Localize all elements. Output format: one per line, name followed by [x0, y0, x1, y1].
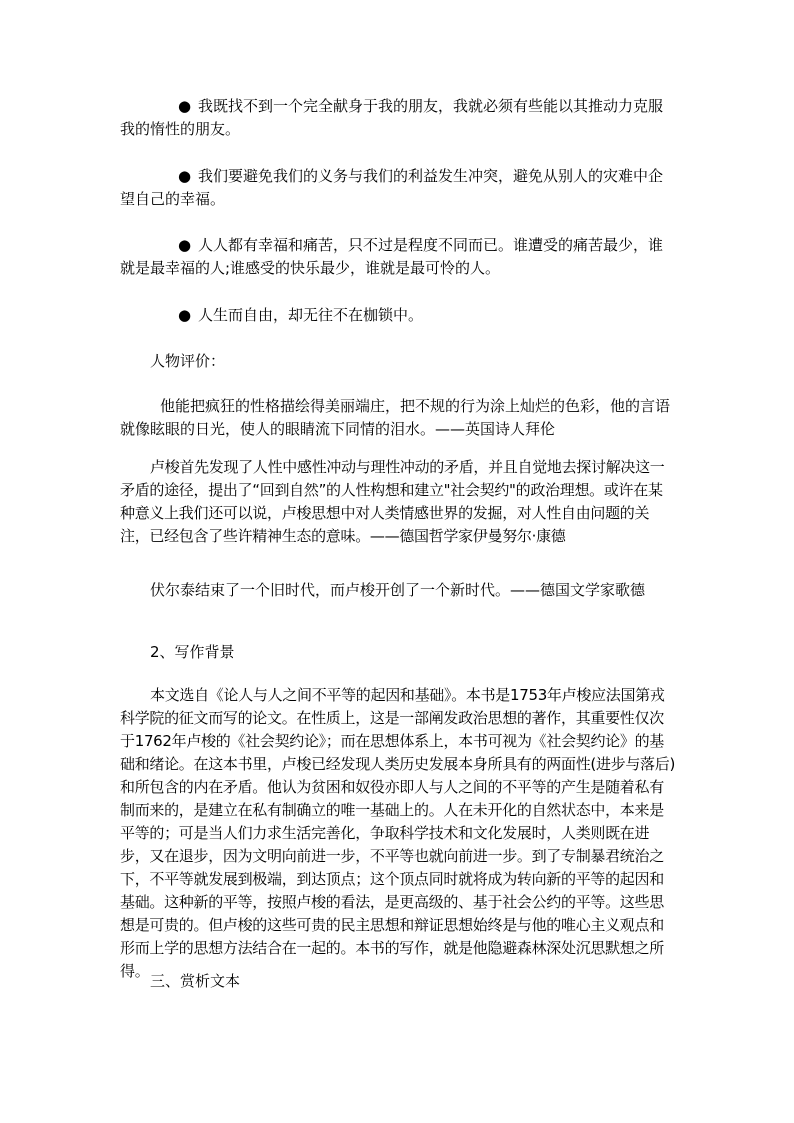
background-heading: 2、写作背景: [150, 643, 235, 661]
bullet-icon: ●: [178, 236, 192, 254]
section-three-heading: 三、赏析文本: [150, 972, 241, 990]
bullet-item: [120, 234, 676, 280]
background-paragraph: 本文选自《论人与人之间不平等的起因和基础》。本书是1753年卢梭应法国第戎科学院的征文而写的论文。在性质上，这是一部阐发政治思想的著作，其重要性仅次于1762年卢梭的《社会契约论》；而在思想体系上，本书可视为《社会契约论》的基础和绪论。在这本书里，卢梭已经发现人类历史发展本身所具有的两面性(进步与落后)和所包含的内在矛盾。他认为贫困和奴役亦即人与人之间的不平等的产生是随着私有制而来的，是建立在私有制确立的唯一基础上的。人在未开化的自然状态中，本来是平等的；可是当人们力求生活完善化，争取科学技术和文化发展时，人类则既在进步，又在退步，因为文明向前进一步，不平等也就向前进一步。到了专制暴君统治之下，不平等就发展到极端，到达顶点；这个顶点同时就将成为转向新的平等的起因和基础。这种新的平等，按照卢梭的看法，是更高级的、基于社会公约的平等。这些思想是可贵的。但卢梭的这些可贵的民主思想和辩证思想始终是与他的唯心主义观点和形而上学的思想方法结合在一起的。本书的写作，就是他隐避森林深处沉思默想之所得。: [120, 686, 676, 980]
bullet-text: 人人都有幸福和痛苦，只不过是程度不同而已。谁遭受的痛苦最少，谁就是最幸福的人;谁感受的快乐最少，谁就是最可怜的人。: [120, 236, 664, 277]
bullet-item: [120, 95, 676, 141]
bullet-text: 人生而自由，却无往不在枷锁中。: [198, 306, 424, 324]
bullet-icon: ●: [178, 97, 192, 115]
quote-kant: 卢梭首先发现了人性中感性冲动与理性冲动的矛盾，并且自觉地去探讨解决这一矛盾的途径，提出了“回到自然”的人性构想和建立"社会契约"的政治理想。或许在某种意义上我们还可以说，卢梭思想中对人类情感世界的发掘，对人性自由问题的关注，已经包含了些许精神生态的意味。——德国哲学家伊曼努尔·康德: [120, 458, 665, 545]
bullet-icon: ●: [178, 167, 192, 185]
quote-goethe: 伏尔泰结束了一个旧时代，而卢梭开创了一个新时代。——德国文学家歌德: [150, 581, 646, 599]
bullet-text: 我们要避免我们的义务与我们的利益发生冲突，避免从别人的灾难中企望自己的幸福。: [120, 167, 664, 208]
bullet-item: [120, 165, 676, 211]
quote-byron: 他能把疯狂的性格描绘得美丽端庄，把不规的行为涂上灿烂的色彩，他的言语就像眩眼的日光，使人的眼睛流下同情的泪水。——英国诗人拜伦: [120, 397, 671, 438]
evaluation-heading: 人物评价：: [150, 352, 226, 370]
bullet-text: 我既找不到一个完全献身于我的朋友，我就必须有些能以其推动力克服我的惰性的朋友。: [120, 97, 664, 138]
bullet-icon: ●: [178, 306, 192, 324]
bullet-item: [120, 304, 676, 327]
